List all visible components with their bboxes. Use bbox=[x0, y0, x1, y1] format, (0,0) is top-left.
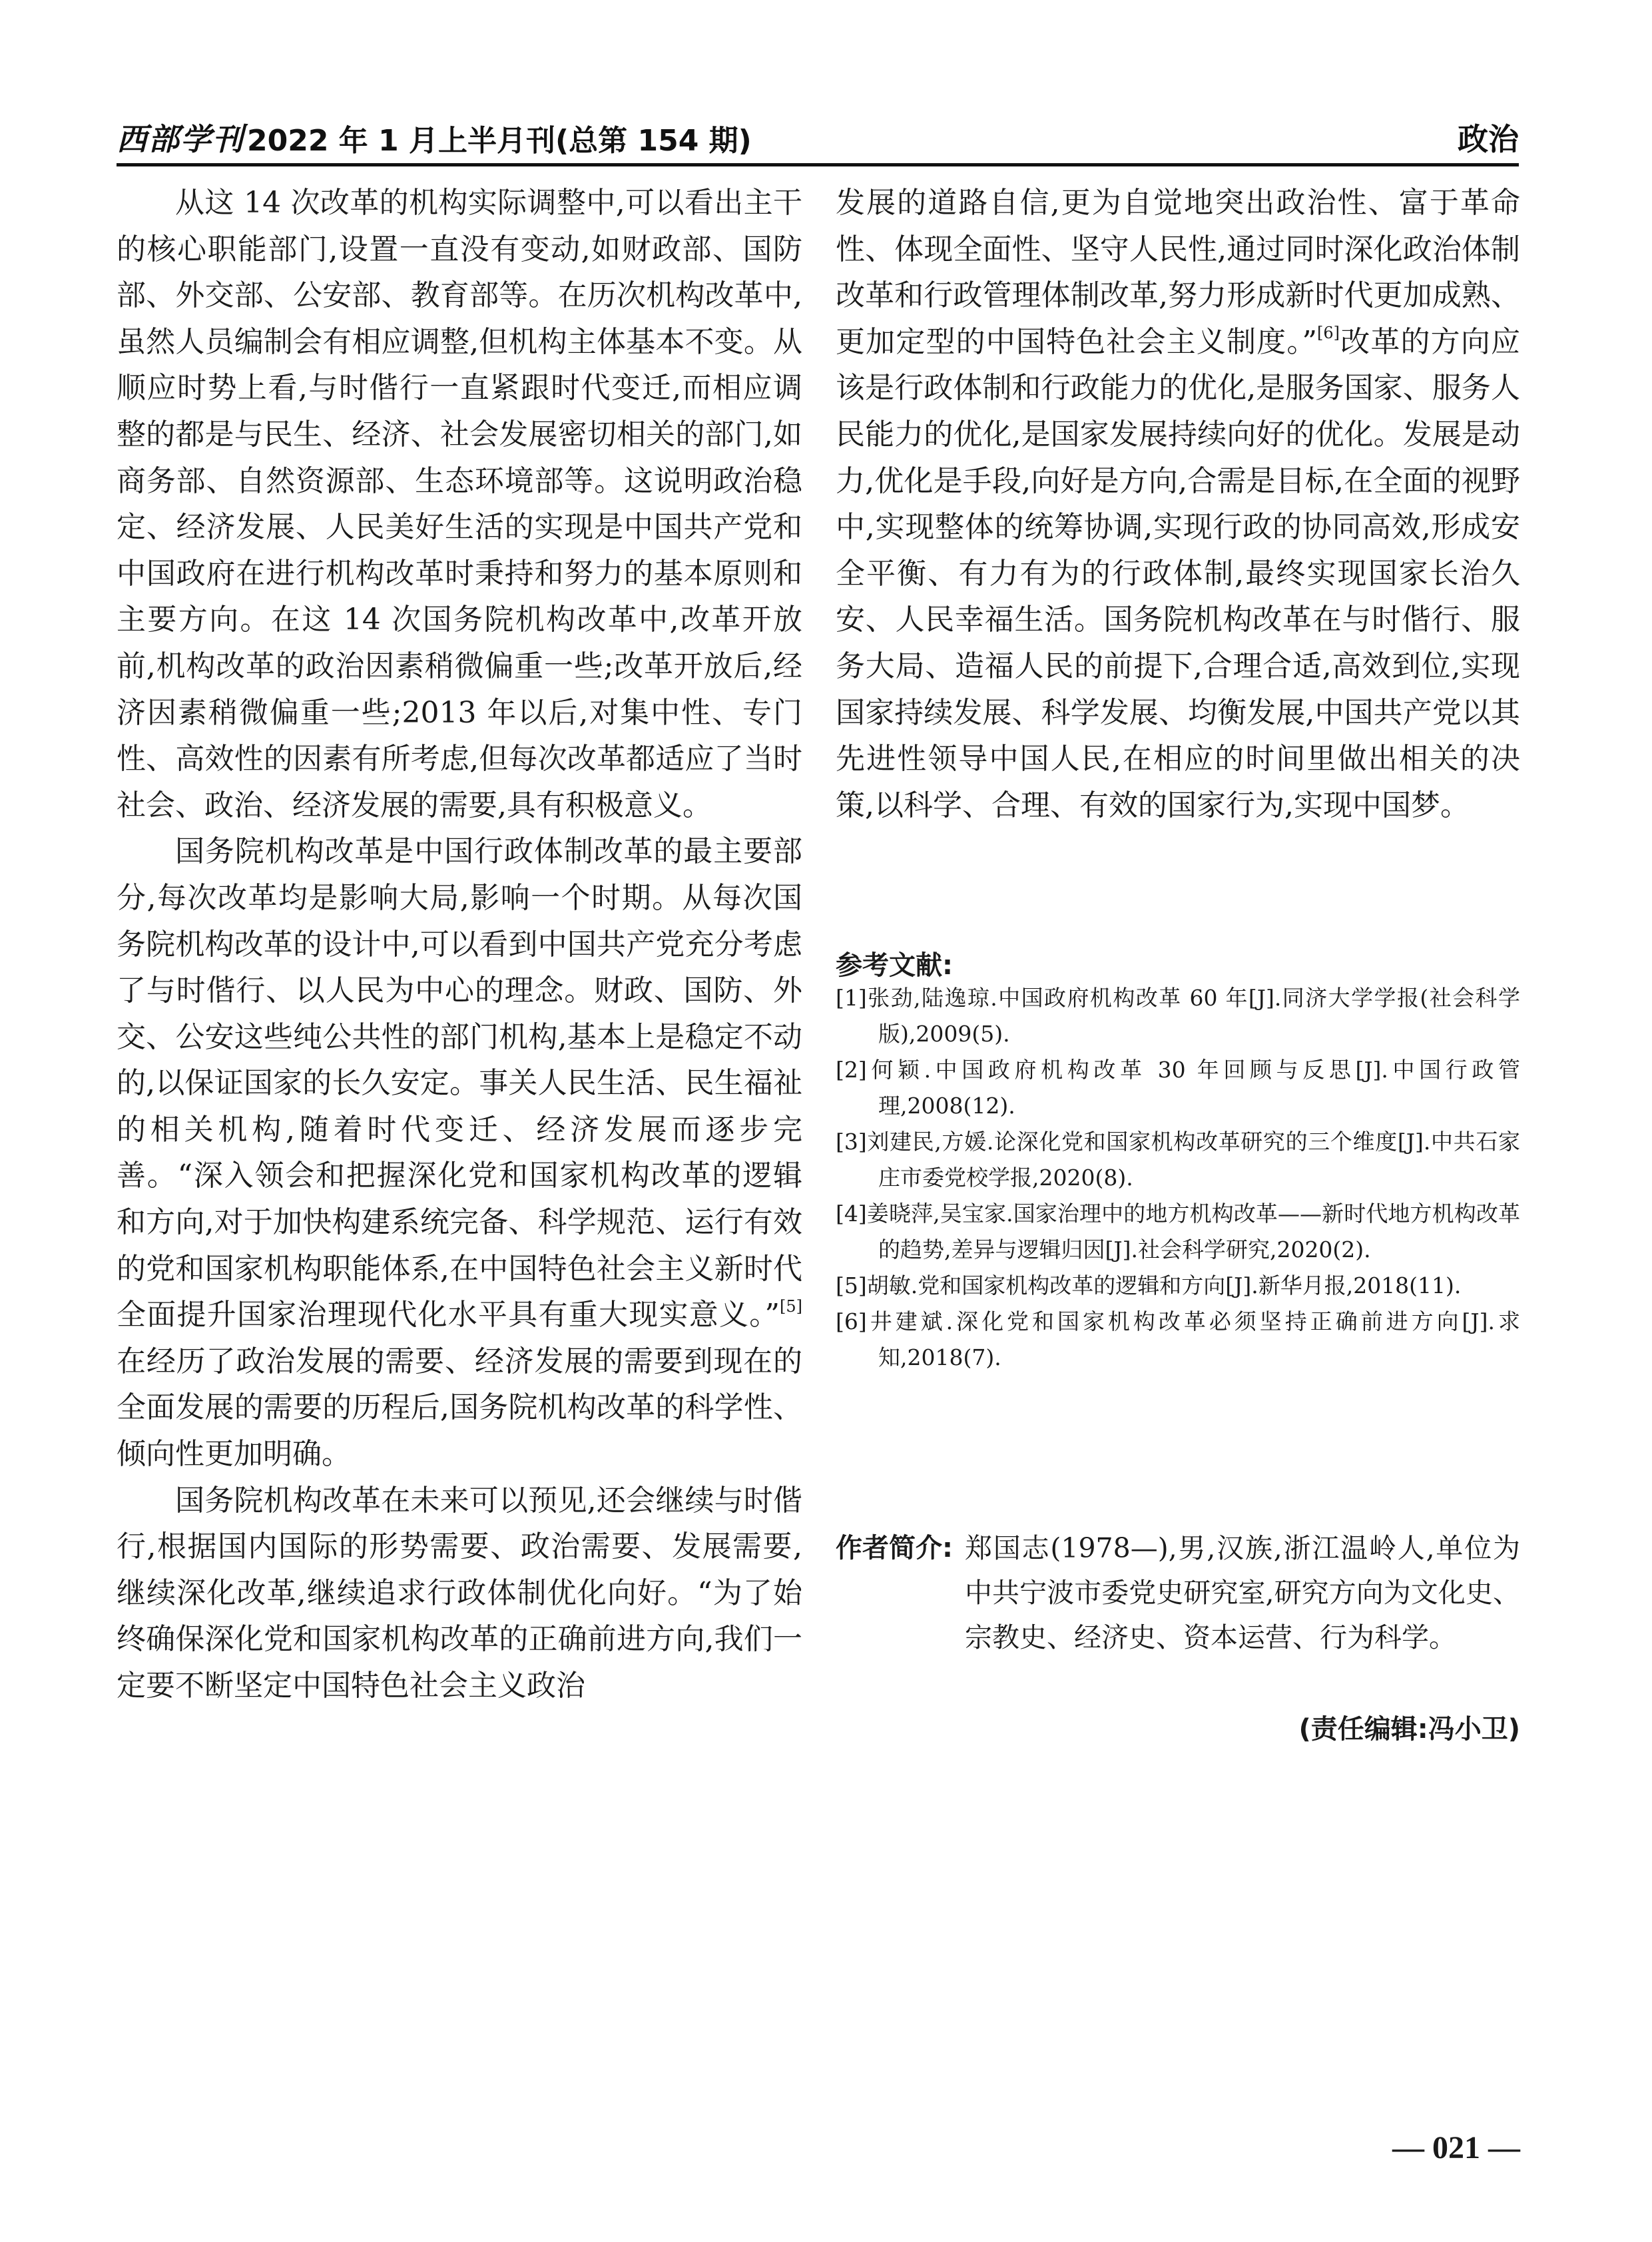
section-name: 政治 bbox=[1458, 121, 1519, 157]
paragraph-text: 在经历了政治发展的需要、经济发展的需要到现在的全面发展的需要的历程后,国务院机构改革的科学性、倾向性更加明确。 bbox=[117, 1344, 802, 1472]
left-column bbox=[117, 180, 802, 1709]
body-paragraph bbox=[836, 180, 1520, 828]
page-number: — 021 — bbox=[1392, 2130, 1520, 2165]
reference-item: [1]张劲,陆逸琼.中国政府机构改革 60 年[J].同济大学学报(社会科学版),2009(5). bbox=[836, 985, 1520, 1047]
reference-item: [2]何颖.中国政府机构改革 30 年回顾与反思[J].中国行政管理,2008(12). bbox=[836, 1057, 1520, 1119]
body-paragraph bbox=[117, 828, 802, 1477]
issue-info: 2022 年 1 月上半月刊(总第 154 期) bbox=[247, 124, 752, 158]
reference-list bbox=[836, 980, 1520, 1376]
references-title: 参考文献: bbox=[836, 950, 953, 981]
right-column bbox=[836, 180, 1520, 828]
journal-logo: 西部学刊 bbox=[117, 121, 244, 157]
citation-6: [6] bbox=[1317, 324, 1340, 343]
reference-item: [6]井建斌.深化党和国家机构改革必须坚持正确前进方向[J].求知,2018(7). bbox=[836, 1308, 1520, 1370]
reference-item: [5]胡敏.党和国家机构改革的逻辑和方向[J].新华月报,2018(11). bbox=[836, 1272, 1462, 1298]
body-paragraph: 从这 14 次改革的机构实际调整中,可以看出主干的核心职能部门,设置一直没有变动,如财政部、国防部、外交部、公安部、教育部等。在历次机构改革中,虽然人员编制会有相应调整,但机构主体基本不变。从顺应时势上看,与时偕行一直紧跟时代变迁,而相应调整的都是与民生、经济、社会发展密切相关的部门,如商务部、自然资源部、生态环境部等。这说明政治稳定、经济发展、人民美好生活的实现是中国共产党和中国政府在进行机构改革时秉持和努力的基本原则和主要方向。在这 14 次国务院机构改革中,改革开放前,机构改革的政治因素稍微偏重一些;改革开放后,经济因素稍微偏重一些;2013 年以后,对集中性、专门性、高效性的因素有所考虑,但每次改革都适应了当时社会、政治、经济发展的需要,具有积极意义。 bbox=[117, 186, 802, 822]
citation-5: [5] bbox=[780, 1296, 802, 1316]
author-label: 作者简介: bbox=[836, 1533, 953, 1563]
reference-item: [3]刘建民,方媛.论深化党和国家机构改革研究的三个维度[J].中共石家庄市委党校学报,2020(8). bbox=[836, 1129, 1520, 1191]
body-paragraph: 国务院机构改革在未来可以预见,还会继续与时偕行,根据国内国际的形势需要、政治需要、发展需要,继续深化改革,继续追求行政体制优化向好。“为了始终确保深化党和国家机构改革的正确前进方向,我们一定要不断坚定中国特色社会主义政治 bbox=[117, 1483, 803, 1703]
responsible-editor: (责任编辑:冯小卫) bbox=[1298, 1714, 1520, 1745]
running-header bbox=[117, 110, 1519, 166]
paragraph-text: 改革的方向应该是行政体制和行政能力的优化,是服务国家、服务人民能力的优化,是国家发展持续向好的优化。发展是动力,优化是手段,向好是方向,合需是目标,在全面的视野中,实现整体的统筹协调,实现行政的协同高效,形成安全平衡、有力有为的行政体制,最终实现国家长治久安、人民幸福生活。国务院机构改革在与时偕行、服务大局、造福人民的前提下,合理合适,高效到位,实现国家持续发展、科学发展、均衡发展,中国共产党以其先进性领导中国人民,在相应的时间里做出相关的决策,以科学、合理、有效的国家行为,实现中国梦。 bbox=[836, 324, 1521, 822]
author-text: 郑国志(1978—),男,汉族,浙江温岭人,单位为中共宁波市委党史研究室,研究方向为文化史、宗教史、经济史、资本运营、行为科学。 bbox=[965, 1532, 1520, 1653]
reference-item: [4]姜晓萍,吴宝家.国家治理中的地方机构改革——新时代地方机构改革的趋势,差异与逻辑归因[J].社会科学研究,2020(2). bbox=[836, 1201, 1520, 1262]
author-bio bbox=[836, 1526, 1520, 1660]
paragraph-text: 国务院机构改革是中国行政体制改革的最主要部分,每次改革均是影响大局,影响一个时期。从每次国务院机构改革的设计中,可以看到中国共产党充分考虑了与时偕行、以人民为中心的理念。财政、国防、外交、公安这些纯公共性的部门机构,基本上是稳定不动的,以保证国家的长久安定。事关人民生活、民生福祉的相关机构,随着时代变迁、经济发展而逐步完善。“深入领会和把握深化党和国家机构改革的逻辑和方向,对于加快构建系统完备、科学规范、运行有效的党和国家机构职能体系,在中国特色社会主义新时代全面提升国家治理现代化水平具有重大现实意义。” bbox=[117, 834, 802, 1332]
paragraph-text: 发展的道路自信,更为自觉地突出政治性、富于革命性、体现全面性、坚守人民性,通过同时深化政治体制改革和行政管理体制改革,努力形成新时代更加成熟、更加定型的中国特色社会主义制度。” bbox=[836, 186, 1520, 359]
